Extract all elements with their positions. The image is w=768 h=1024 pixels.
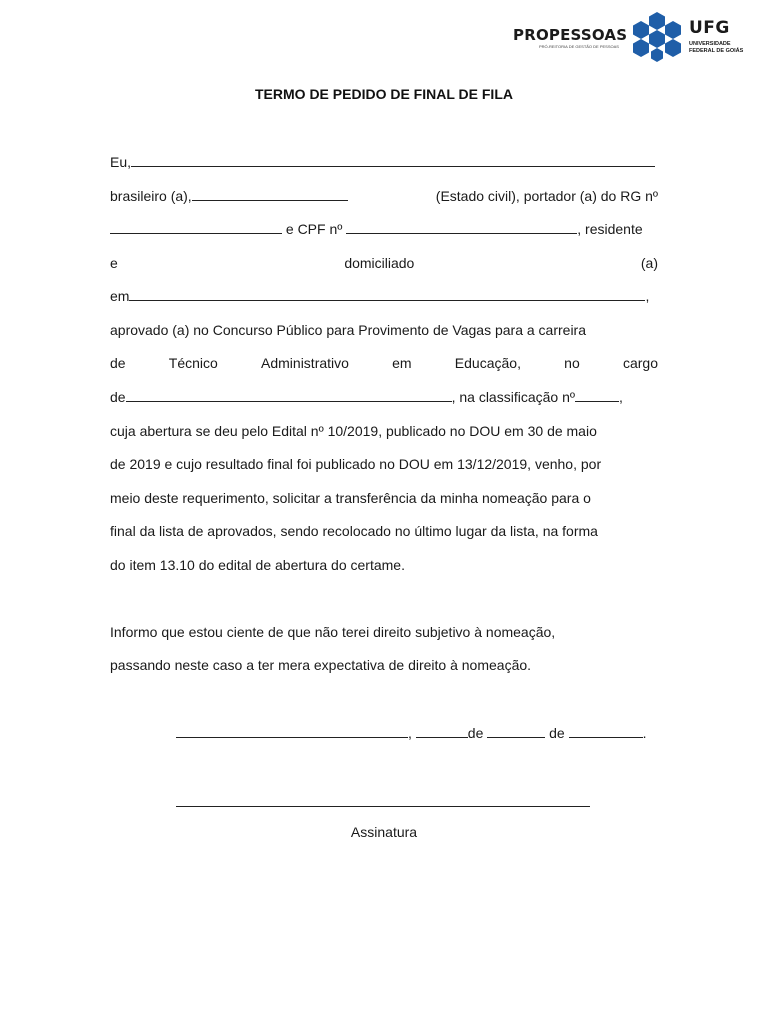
blank-name — [131, 154, 655, 167]
ufg-logo-text: UFG — [689, 18, 730, 38]
blank-rg — [110, 221, 282, 234]
line-expectation: passando neste caso a ter mera expectativa de direito à nomeação. — [110, 657, 532, 673]
line-civil-status: brasileiro (a), (Estado civil), portador (a) do RG nº — [110, 188, 658, 204]
line-position: de , na classificação nº , — [110, 389, 623, 405]
blank-month — [487, 725, 545, 738]
line-address: em , — [110, 288, 650, 304]
blank-position — [126, 389, 452, 402]
line-item: do item 13.10 do edital de abertura do certame. — [110, 557, 405, 573]
line-inform: Informo que estou ciente de que não terei direito subjetivo à nomeação, — [110, 624, 556, 640]
line-career: de Técnico Administrativo em Educação, no cargo — [110, 355, 658, 371]
ufg-hexagon-logo-icon — [623, 10, 687, 64]
line-result: de 2019 e cujo resultado final foi publicado no DOU em 13/12/2019, venho, por — [110, 456, 602, 472]
header-logos — [505, 10, 755, 66]
blank-civil-status — [192, 188, 348, 201]
propessoas-logo-text: PROPESSOAS — [513, 26, 628, 44]
signature-label: Assinatura — [350, 824, 418, 840]
propessoas-logo-subtext: PRÓ-REITORIA DE GESTÃO DE PESSOAS — [539, 44, 619, 49]
line-name: Eu, — [110, 154, 658, 170]
blank-day — [416, 725, 468, 738]
blank-city — [176, 725, 408, 738]
line-approved: aprovado (a) no Concurso Público para Provimento de Vagas para a carreira — [110, 322, 586, 338]
ufg-logo-subtext: UNIVERSIDADE FEDERAL DE GOIÁS — [689, 41, 744, 54]
blank-year — [569, 725, 643, 738]
document-title: TERMO DE PEDIDO DE FINAL DE FILA — [255, 86, 513, 102]
blank-address — [129, 288, 645, 301]
date-line: , de de . — [176, 725, 658, 741]
line-rg-cpf: e CPF nº , residente — [110, 221, 658, 237]
line-edital: cuja abertura se deu pelo Edital nº 10/2019, publicado no DOU em 30 de maio — [110, 423, 597, 439]
blank-classification — [575, 389, 619, 402]
line-transfer: final da lista de aprovados, sendo recolocado no último lugar da lista, na forma — [110, 523, 598, 539]
line-domicile: e domiciliado (a) — [110, 255, 658, 271]
blank-cpf — [346, 221, 577, 234]
signature-line — [176, 806, 590, 807]
line-request: meio deste requerimento, solicitar a transferência da minha nomeação para o — [110, 490, 591, 506]
